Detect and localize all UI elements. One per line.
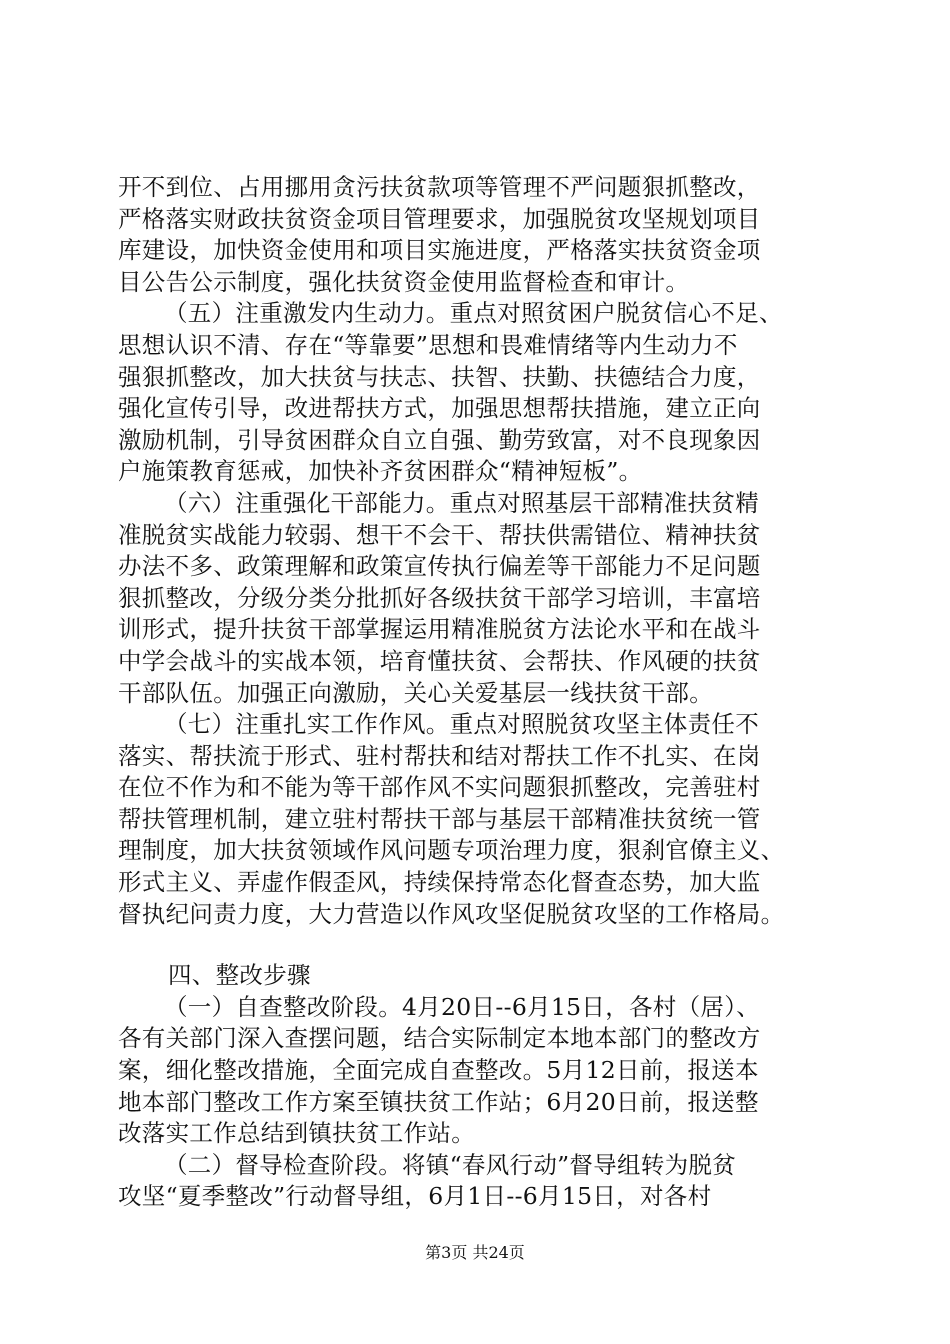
text-line: 各有关部门深入查摆问题，结合实际制定本地本部门的整改方 [118, 1024, 761, 1053]
text-line: 思想认识不清、存在“等靠要”思想和畏难情绪等内生动力不 [118, 330, 738, 359]
text-line: 干部队伍。加强正向激励，关心关爱基层一线扶贫干部。 [118, 678, 713, 707]
paragraph-item-6 [118, 488, 858, 709]
text-line: 地本部门整改工作方案至镇扶贫工作站；6月20日前，报送整 [118, 1087, 759, 1116]
text-line: 落实、帮扶流于形式、驻村帮扶和结对帮扶工作不扎实、在岗 [118, 741, 761, 770]
document-body [118, 172, 858, 1213]
text-line: 开不到位、占用挪用贪污扶贫款项等管理不严问题狠抓整改， [118, 173, 761, 201]
text-line: 理制度，加大扶贫领域作风问题专项治理力度，狠刹官僚主义、 [118, 836, 785, 865]
text-line: （一）自查整改阶段。4月20日--6月15日，各村（居）、 [164, 992, 761, 1021]
text-line: 库建设，加快资金使用和项目实施进度，严格落实扶贫资金项 [118, 236, 761, 265]
text-line: 形式主义、弄虚作假歪风，持续保持常态化督查态势，加大监 [118, 868, 761, 897]
text-line: 在位不作为和不能为等干部作风不实问题狠抓整改，完善驻村 [118, 773, 761, 802]
text-line: 办法不多、政策理解和政策宣传执行偏差等干部能力不足问题 [118, 552, 761, 581]
paragraph-step-2 [118, 1150, 858, 1213]
text-line: 准脱贫实战能力较弱、想干不会干、帮扶供需错位、精神扶贫 [118, 520, 761, 549]
text-line: （六）注重强化干部能力。重点对照基层干部精准扶贫精 [164, 488, 759, 517]
text-line: 强化宣传引导，改进帮扶方式，加强思想帮扶措施，建立正向 [118, 394, 761, 423]
text-line: 训形式，提升扶贫干部掌握运用精准脱贫方法论水平和在战斗 [118, 615, 761, 644]
text-line: （二）督导检查阶段。将镇“春风行动”督导组转为脱贫 [164, 1150, 737, 1179]
paragraph-step-1 [118, 992, 858, 1150]
section-heading: 四、整改步骤 [168, 961, 311, 990]
text-line: 户施策教育惩戒，加快补齐贫困群众“精神短板”。 [118, 457, 643, 486]
text-line: 狠抓整改，分级分类分批抓好各级扶贫干部学习培训，丰富培 [118, 583, 761, 612]
text-line: 督执纪问责力度，大力营造以作风攻坚促脱贫攻坚的工作格局。 [118, 899, 785, 928]
page-number-footer: 第3页 共24页 [425, 1243, 525, 1262]
text-line: （七）注重扎实工作作风。重点对照脱贫攻坚主体责任不 [164, 710, 759, 739]
text-line: 强狠抓整改，加大扶贫与扶志、扶智、扶勤、扶德结合力度， [118, 362, 761, 391]
text-line: （五）注重激发内生动力。重点对照贫困户脱贫信心不足、 [164, 299, 783, 328]
text-line: 案，细化整改措施，全面完成自查整改。5月12日前，报送本 [118, 1056, 759, 1085]
text-line: 严格落实财政扶贫资金项目管理要求，加强脱贫攻坚规划项目 [118, 204, 761, 233]
paragraph-spacer [118, 930, 858, 960]
text-line: 攻坚“夏季整改”行动督导组，6月1日--6月15日，对各村 [118, 1182, 712, 1211]
text-line: 帮扶管理机制，建立驻村帮扶干部与基层干部精准扶贫统一管 [118, 804, 761, 833]
paragraph-funds-management [118, 172, 858, 298]
text-line: 改落实工作总结到镇扶贫工作站。 [118, 1119, 475, 1148]
paragraph-item-7 [118, 709, 858, 930]
text-line: 中学会战斗的实战本领，培育懂扶贫、会帮扶、作风硬的扶贫 [118, 646, 761, 675]
text-line: 目公告公示制度，强化扶贫资金使用监督检查和审计。 [118, 267, 690, 296]
paragraph-item-5 [118, 298, 858, 488]
text-line: 激励机制，引导贫困群众自立自强、勤劳致富，对不良现象因 [118, 425, 761, 454]
